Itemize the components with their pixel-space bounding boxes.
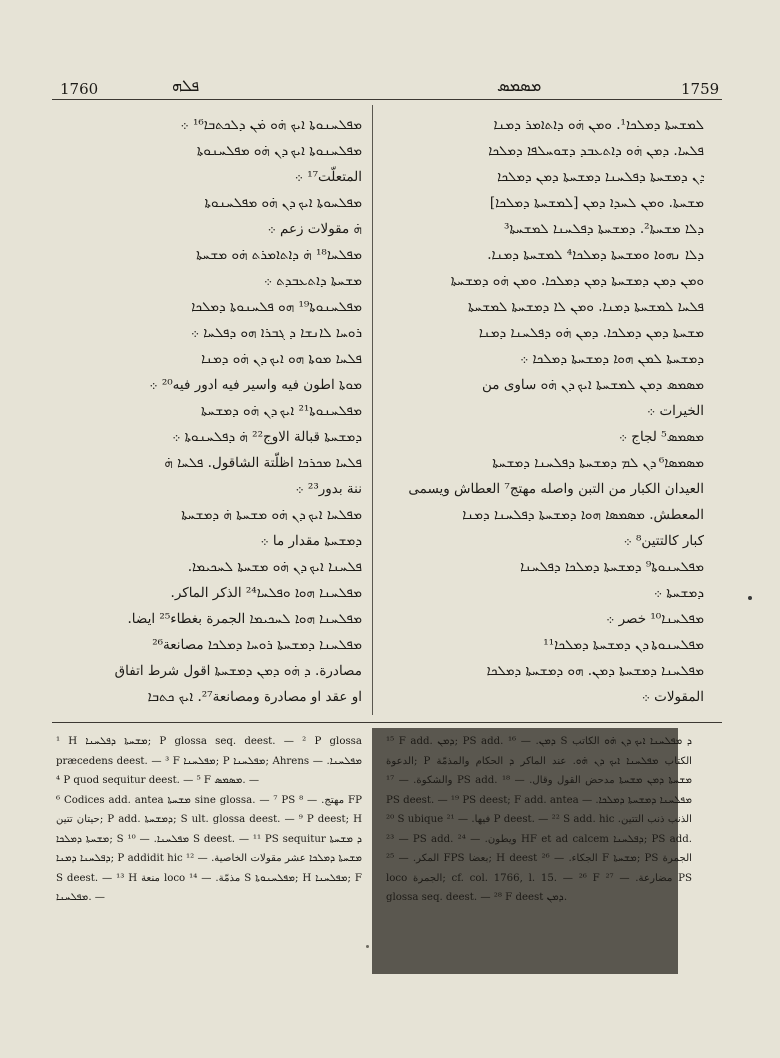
- entry-line: ܡܦܠܚܢܐ ܕܡܫܚܬܐ ܕܡܢ. ܗܘ ܕܡܫܚܬܐ ܕܡܠܟܐ: [486, 663, 704, 679]
- left-page-number: 1760: [60, 80, 99, 98]
- right-page-number: 1759: [681, 80, 720, 98]
- entry-line: ܦܠܚܐ. ܕܡܢ ܗ̇ܘ ܕܐܬܥܒܕ ܕܫܘܚܠܦܐ ܕܡܠܟܐ: [488, 143, 704, 159]
- entry-line: ܕܠܐ ܡܫܚܬܐ². ܕܡܫܚܬܐ ܕܦܠܚܢܐ ܠܡܫܚܬܐ³: [504, 221, 704, 237]
- page-speck: [366, 945, 369, 948]
- entry-line: ܡܦܠܚܢܘܬܐ ܐܝܟ ܕܢ ܗ̇ܘ ܡܦܠܚܢܘܬܐ: [196, 143, 362, 159]
- left-running-headword: ܦܠܗ: [172, 76, 200, 95]
- footnote-block: ⁶ Codices add. antea ܡܫܚܬܐ sine glossa. — ⁷ PS مهتج. — ⁸ FP حيتان تتين; P add. ܕܡܫܚܬܐ; S ult. glossa deest. — ⁹ P deest; H ܡܫܚܬܐ ܕܡܠܟܐ; S ܡܦܠܚܢܐ. — ¹⁰ S deest. — ¹¹ PS sequitur ܕ ܡܫܚܬܐ ܕܦܠܚܢܐ ܕܡܢܐ; P addidit hic ܡܫܚܬܐ ܕܡܠܟܐ عشر مقولات الخاصية. — ¹² S deest. — ¹³ H منعة loco مذمّة. — ¹⁴ S ܡܦܠܚܢܘܬܐ; H ܡܦܠܚܢܐ; F ܡܦܠܚܢܐ. —: [56, 794, 362, 903]
- entry-line: ܡܣܡܣ ܕܡܢ ܠܡܫܚܬܐ ܐܝܟ ܕܢ ܗ̇ܘ ساوى من: [482, 377, 704, 393]
- entry-line: ܡܦܠܚܘܬܐ ܐܝܟ ܕܢ ܗ̇ܘ ܡܦܠܚܢܘܬܐ: [204, 195, 362, 211]
- entry-line: ܡܦܠܚܢܐ ܕܡܫܚܬܐ ܪܘܚܐ ܕܡܠܟܐ مصانعة²⁶: [152, 637, 362, 653]
- entry-line: ܗ̇ مقولات زعم ܀: [267, 221, 362, 237]
- entry-line: ܡܫܚܬܐ ܕܡܢ ܕܡܠܟܐ. ܕܡܢ ܗ̇ܘ ܕܦܠܚܢܐ ܕܡܢܐ: [478, 325, 704, 341]
- entry-line: ܡܦܠܚܢܘܬܐ²¹ ܐܝܟ ܕܢ ܗ̇ܘ ܕܡܫܚܬܐ: [201, 403, 362, 419]
- entry-line: ܠܡܫܚܬܐ ܕܡܠܟܐ¹. ܘܡܢ ܗ̇ܘ ܕܐܬܐܡܪ ܕܡܢܐ: [493, 117, 704, 133]
- footnote-block: ¹⁵ F add. ܕܡܢ; PS add. ܕܡܢ. — ¹⁶ S ܕ ܡܦܠܚܢܐ ܐܝܟ ܕܢ ܗ̇ܘ الكاتب الدعوة; P الكتاب ܡܦܠܚܢܐ ܐܝܟ ܕܢ ܗ̇ܘ. عند الماكر ܕ الحكام والمذمّة والشكوة. — ¹⁷ PS add. ܡܫܚܬܐ ܕܡܢ ܡܫܚܬܐ مدحض القول وقال. — ¹⁸ PS deest. — ¹⁹ PS deest; F add. antea ܡܦܠܚܢܐ ܕܡܫܚܬܐ ܕܡܠܟܐ. — ²⁰ S ubique فيها. — ²¹ P deest. — ²² S add. hic الذنب ذنب التتين. — ²³ PS add. ويطون. — ²⁴ HF et ad calcem ܕܦܠܚܢܐ; PS add. المكر. — ²⁵ FPS بعضا; H deest الجكاء. — ²⁶ F ܡܫܚܬܐ; PS الجمرة loco الجمرة; cf. col. 1766, l. 15. — ²⁶ F مضارعة. — ²⁷ PS glossa seq. deest. — ²⁸ F deest ܕܡܢ.: [386, 736, 692, 903]
- footnote-block: ¹ H ܡܫܚܬܐ ܕܦܠܚܢܐ; P glossa seq. deest. — ² P glossa præcedens deest. — ³ F ܡܦܠܚܢܐ; P ܡܦܠܚܢܐ; Ahrens ܡܦܠܚܢܐ. — ⁴ P quod sequitur deest. — ⁵ F ܡܣܡܣ. —: [56, 736, 362, 786]
- header-rule: [52, 99, 722, 100]
- entry-line: ܦܠܚܐ ܡܟܪܟܐ اظلّتة الشاقول. ܦܠܚܐ ܗ̇: [164, 455, 362, 471]
- entry-line: ܡܦܠܚܢܐ ܗܘܐ ܠܚܟܝܡܐ الجمرة بغطاء²⁵ ايضا.: [127, 611, 362, 627]
- entry-line: مصادرة. ܕ ܗ̇ܘ ܕܡܢ ܕܡܫܚܬܐ اقول شرط اتفاق: [114, 663, 362, 679]
- entry-line: ܡܦܠܚܐ ܐܝܟ ܕܢ ܗ̇ܘ ܡܫܚܬܐ ܗ̇ ܕܡܫܚܬܐ: [181, 507, 362, 523]
- entry-line: المتعلّت¹⁷ ܀: [294, 169, 362, 185]
- entry-line: العيدان الكبار من التبن واصله مهتج⁷ العطاش ويسمى: [408, 481, 704, 497]
- entry-line: ܡܦܠܚܢܘܬܐ ܕܢ ܕܡܫܚܬܐ ܕܡܠܟܐ¹¹: [543, 637, 704, 653]
- entry-line: ܕܠܐ ܢܗܘܐ ܘܡܫܚܬܐ ܕܡܠܟܐ⁴ ܠܡܫܚܬܐ ܕܡܢܐ.: [487, 247, 704, 263]
- column-divider: [372, 105, 373, 715]
- entry-line: المقولات ܀: [641, 689, 704, 705]
- entry-line: كبار كالتتين⁸ ܀: [623, 533, 704, 549]
- right-running-headword: ܡܣܡܣ: [497, 76, 542, 95]
- margin-dot: [748, 596, 752, 600]
- entry-line: ܡܦܠܚܢܘܬܐ¹⁹ ܗܘ ܦܠܚܢܘܬܐ ܕܡܠܟܐ: [191, 299, 362, 315]
- entry-line: ܪܘܚܐ ܠܐܢܫܐ ܕ ܓܒܪܐ ܗܘ ܕܦܠܚܐ ܀: [190, 325, 362, 341]
- footnote-rule: [52, 722, 722, 723]
- entry-line: ܡܘܬܐ اطون فيه واسير فيه ادور فيه²⁰ ܀: [149, 377, 362, 393]
- entry-line: ܕܡܫܚܬܐ ܀: [653, 585, 704, 601]
- entry-line: ܦܠܚܐ ܡܘܬܐ ܗܘ ܐܝܟ ܕܢ ܗ̇ܘ ܕܡܢܐ: [201, 351, 362, 367]
- entry-line: ܡܦܠܚܢܐ ܗܘܐ ܘܦܠܚܐ²⁴ الذكر الماكر.: [170, 585, 362, 601]
- entry-line: ܡܣܡܣ⁵ لجاج ܀: [618, 429, 704, 445]
- entry-line: [404, 710, 704, 712]
- left-footnotes: [56, 732, 362, 972]
- entry-line: ܡܣܡܣܐ⁶ ܕܢ ܠܡ ܕܡܫܚܬܐ ܕܦܠܚܢܐ ܕܡܫܚܬܐ: [492, 455, 704, 471]
- entry-line: ܡܦܠܚܢܘܬܐ ܐܝܟ ܗ̇ܘ ܡ̇ܢ ܕܠܟܬܒܐ¹⁶ ܀: [180, 117, 362, 133]
- entry-line: ܦܠܚܢܐ ܐܝܟ ܕܢ ܗ̇ܘ ܡܫܚܬܐ ܠܚܟܝܡܐ.: [187, 559, 362, 575]
- entry-line: [62, 710, 362, 712]
- entry-line: ܘܡܢ ܕܡܢ ܕܡܫܚܬܐ ܕܡܢ ܕܡܠܟܐ. ܘܡܢ ܗ̇ܘ ܕܡܫܚܬܐ: [450, 273, 704, 289]
- right-footnotes: [386, 732, 692, 972]
- entry-line: او عقد او مصادرة ومصانعة²⁷. ܐܝܟ ܟܬܒܐ: [147, 689, 362, 705]
- entry-line: ܕܡܫܚܬܐ قبالة الاوج²² ܗ̇ ܕܦܠܚܢܘܬܐ ܀: [172, 429, 362, 445]
- entry-line: ܡܦܠܚܢܘܬܐ⁹ ܕܡܫܚܬܐ ܕܡܠܟܐ ܕܦܠܚܢܐ: [520, 559, 704, 575]
- entry-line: ܡܫܚܬܐ. ܘܡܢ ܠܚܕܐ ܕܡܢ [ܠܡܫܚܬܐ ܕܡܠܟܐ]: [489, 195, 704, 211]
- entry-line: ܦܠܚܐ ܠܡܫܚܬܐ ܕܡܢܐ. ܘܡܢ ܠܐ ܕܡܫܚܬܐ ܠܡܫܚܬܐ: [468, 299, 704, 315]
- entry-line: ܕܡܫܚܬܐ ܠܡܢ ܗܘܐ ܕܡܫܚܬܐ ܕܡܠܟܐ ܀: [520, 351, 704, 367]
- entry-line: الخيرات ܀: [647, 403, 704, 419]
- entry-line: ܡܦܠܚܐ¹⁸ ܗ̇ ܕܐܬܐܡܪܬ ܗ̇ܘ ܡܫܚܬܐ: [196, 247, 362, 263]
- entry-line: المعطش. ܡܣܡܣܐ ܗܘܐ ܕܡܫܚܬܐ ܕܦܠܚܢܐ ܕܡܢܐ: [462, 507, 704, 523]
- entry-line: ننة بدور²³ ܀: [295, 481, 362, 497]
- entry-line: ܡܦܠܚܢܐ¹⁰ خصر ܀: [606, 611, 704, 627]
- entry-line: ܕܡܫܚܬܐ مقدار ما ܀: [260, 533, 362, 549]
- entry-line: ܕܢ ܕܡܫܚܬܐ ܕܦܠܚܢܐ ܕܡܫܚܬܐ ܕܡܢ ܕܡܠܟܐ: [497, 169, 704, 185]
- left-text-column: [62, 112, 362, 712]
- entry-line: ܡܫܚܬܐ ܕܐܬܥܒܕܬ ܀: [263, 273, 362, 289]
- right-text-column: [404, 112, 704, 712]
